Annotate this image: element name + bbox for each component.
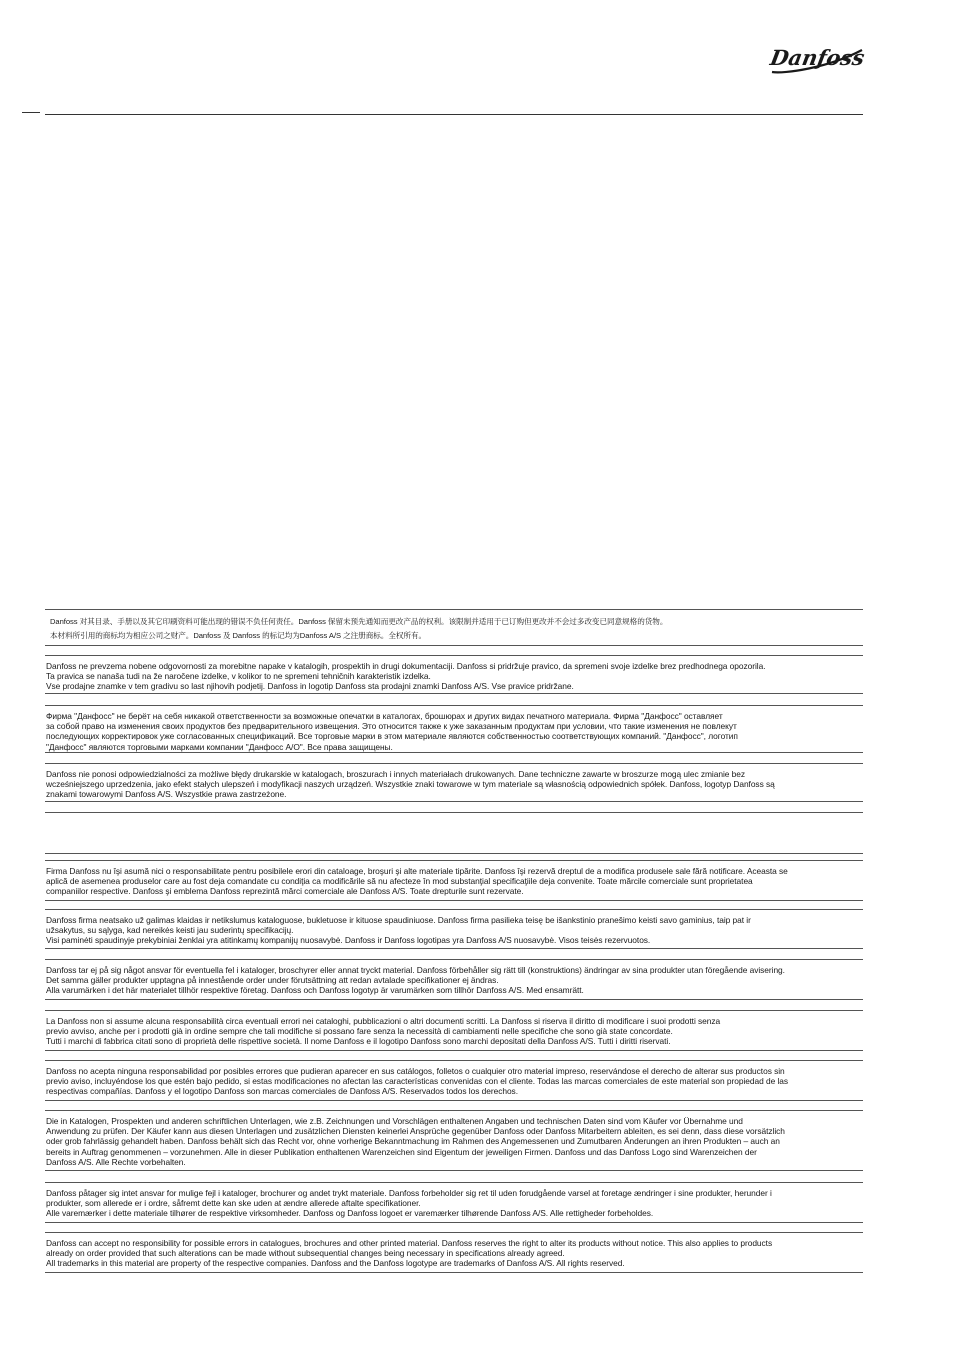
disclaimer-ro: Firma Danfoss nu îşi asumă nici o responsabilitate pentru posibilele erori din cataloage, broşuri şi alte materiale tipărite. Danfoss îşi rezervă dreptul de a modifica produsele sale fără notificare. Aceasta se aplică de asemenea produselor care au fost deja comandate cu condiţia ca modificările să nu afecteze în mod substanţial specificaţiile deja convenite. Toate mărcile comerciale sunt proprietatea companiilor respective. Danfoss şi emblema Danfoss reprezintă mărci comerciale ale Danfoss A/S. Toate drepturile sunt rezervate. xyxy=(45,860,863,901)
danfoss-logo xyxy=(768,38,866,78)
disclaimer-zh: Danfoss 对其目录、手册以及其它印刷资料可能出现的错误不负任何责任。Danfoss 保留未预先通知而更改产品的权利。该限制并适用于已订购但更改并不会过多改变已同意规格的货物。 本材料所引用的商标均为相应公司之财产。Danfoss 及 Danfoss 的标记均为Danfoss A/S 之注册商标。全权所有。 xyxy=(45,609,863,646)
header-rule xyxy=(45,114,863,115)
disclaimer-pl: Danfoss nie ponosi odpowiedzialności za możliwe błędy drukarskie w katalogach, broszurach i innych materiałach drukowanych. Dane techniczne zawarte w broszurze mogą ulec zmianie bez wcześniejszego uprzedzenia, jako efekt stałych ulepszeń i modyfikacji naszych urządzeń. Wszystkie znaki towarowe w tym materiale są własnością odpowiednich spółek. Danfoss, logotyp Danfoss są znakami towarowymi Danfoss A/S. Wszystkie prawa zastrzeżone. xyxy=(45,763,863,802)
disclaimer-it: La Danfoss non si assume alcuna responsabilità circa eventuali errori nei cataloghi, pubblicazioni o altri documenti scritti. La Danfoss si riserva il diritto di modificare i suoi prodotti senza previo avviso, anche per i prodotti già in ordine sempre che tali modifiche si possano fare senza la necessità di cambiamenti nelle specifiche che sono già state concordate. Tutti i marchi di fabbrica citati sono di proprietà delle rispettive società. Il nome Danfoss e il logotipo Danfoss sono marchi depositati della Danfoss A/S. Tutti i diritti riservati. xyxy=(45,1010,863,1051)
disclaimer-lt: Danfoss firma neatsako už galimas klaidas ir netikslumus kataloguose, bukletuose ir kituose spaudiniuose. Danfoss firma pasilieka teisę be išankstinio pranešimo keisti savo gaminius, taip pat ir užsakytus, su sąlyga, kad nereikės keisti jau suderintų specifikacijų. Visi paminėti spaudinyje prekybiniai ženklai yra atitinkamų kompanijų nuosavybė. Danfoss ir Danfoss logotipas yra Danfoss A/S nuosavybė. Visos teisės rezervuotos. xyxy=(45,909,863,949)
disclaimer-sv: Danfoss tar ej på sig något ansvar för eventuella fel i kataloger, broschyrer eller annat tryckt material. Danfoss förbehåller sig rätt till (konstruktions) ändringar av sina produkter utan föregående avisering. Det samma gäller produkter upptagna på innestående order under förutsättning att redan avtalade specifikationer ej ändras. Alla varumärken i det här materialet tillhör respektive företag. Danfoss och Danfoss logotyp är varumärken som tillhör Danfoss A/S. Med ensamrätt. xyxy=(45,959,863,1000)
disclaimer-es: Danfoss no acepta ninguna responsabilidad por posibles errores que pudieran aparecer en sus catálogos, folletos o cualquier otro material impreso, reservándose el derecho de alterar sus productos sin previo aviso, incluyéndose los que estén bajo pedido, si estas modificaciones no afectan las características convenidas con el cliente. Todas las marcas comerciales de este material son propiedad de las respectivas compañías. Danfoss y el logotipo Danfoss son marcas comerciales de Danfoss A/S. Reservados todos los derechos. xyxy=(45,1060,863,1101)
disclaimer-en: Danfoss can accept no responsibility for possible errors in catalogues, brochures and other printed material. Danfoss reserves the right to alter its products without notice. This also applies to products already on order provided that such alterations can be made without subsequential changes being necessary in specifications already agreed. All trademarks in this material are property of the respective companies. Danfoss and the Danfoss logotype are trademarks of Danfoss A/S. All rights reserved. xyxy=(45,1232,863,1273)
disclaimer-de: Die in Katalogen, Prospekten und anderen schriftlichen Unterlagen, wie z.B. Zeichnungen und Vorschlägen enthaltenen Angaben und technischen Daten sind vom Käufer vor Übernahme und Anwendung zu prüfen. Der Käufer kann aus diesen Unterlagen und zusätzlichen Diensten keinerlei Ansprüche gegenüber Danfoss oder Danfoss Mitarbeitern ableiten, es sei denn, dass diese vorsätzlich oder grob fahrlässig gehandelt haben. Danfoss behält sich das Recht vor, ohne vorherige Bekanntmachung im Rahmen des Angemessenen und Zumutbaren Änderungen an ihren Produkten – auch an bereits in Auftrag genommenen – vorzunehmen. Alle in dieser Publikation enthaltenen Warenzeichen sind Eigentum der jeweiligen Firmen. Danfoss und das Danfoss Logo sind Warenzeichen der Danfoss A/S. Alle Rechte vorbehalten. xyxy=(45,1110,863,1171)
disclaimer-sl: Danfoss ne prevzema nobene odgovornosti za morebitne napake v katalogih, prospektih in drugi dokumentaciji. Danfoss si pridržuje pravico, da spremeni svoje izdelke brez predhodnega opozorila. Ta pravica se nanaša tudi na že naročene izdelke, v kolikor to ne spremeni tehničnih karakteristik izdelka. Vse prodajne znamke v tem gradivu so last njihovih podjetij. Danfoss in logotip Danfoss sta prodajni znamki Danfoss A/S. Vse pravice pridržane. xyxy=(45,655,863,694)
header-rule-short xyxy=(22,112,40,113)
danfoss-logo-text: Danfoss xyxy=(768,45,866,70)
disclaimer-da: Danfoss påtager sig intet ansvar for mulige fejl i kataloger, brochurer og andet trykt materiale. Danfoss forbeholder sig ret til uden forudgående varsel at foretage ændringer i sine produkter, herunder i produkter, som allerede er i ordre, såfremt dette kan ske uden at ændre allerede aftalte specifikationer. Alle varemærker i dette materiale tilhører de respektive virksomheder. Danfoss og Danfoss logoet er varemærker tilhørende Danfoss A/S. Alle rettigheder forbeholdes. xyxy=(45,1182,863,1223)
disclaimer-ru: Фирма "Данфосс" не берёт на себя никакой ответственности за возможные опечатки в каталогах, брошюрах и других видах печатного материала. Фирма "Данфосс" оставляет за собой право на изменения своих продуктов без предварительного извещения. Это относится также к уже заказанным продуктам при условии, что такие изменения не повлекут последующих корректировок уже согласованных спецификаций. Все торговые марки в этом материале являются собственностью соответствующих компаний. "Данфосс", логотип "Данфосс" являются торговыми марками компании "Данфосс А/О". Все права защищены. xyxy=(45,705,863,753)
disclaimer-empty xyxy=(45,812,863,854)
